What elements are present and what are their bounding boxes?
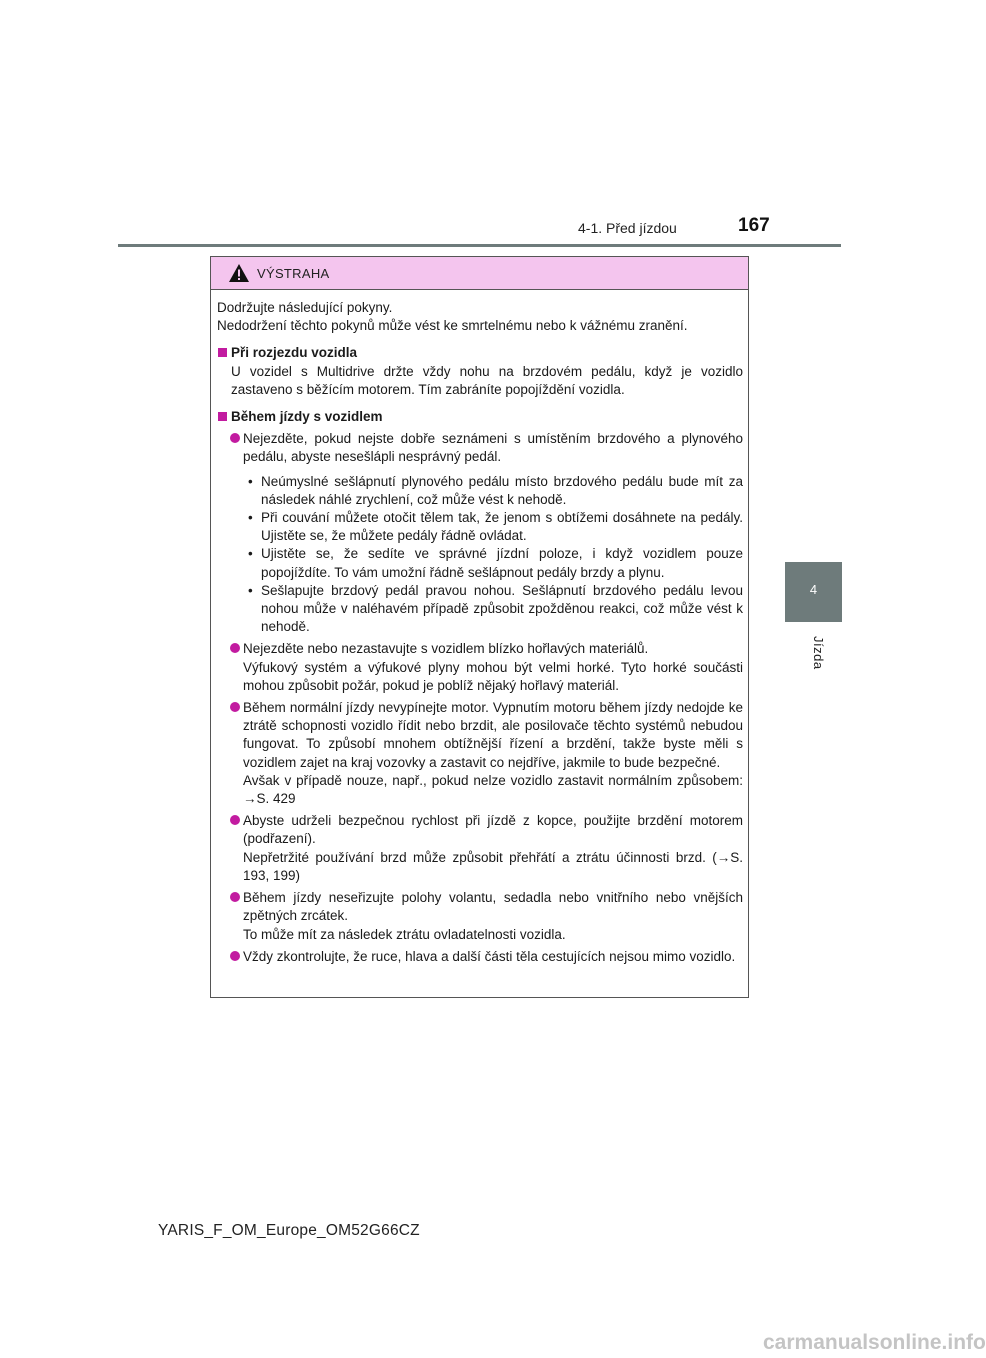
sub-bullet: • Ujistěte se, že sedíte ve správné jízdní poloze, i když vozidlem pouze popojíždíte. To vám umožní řádně sešlápnout pedály brzdy a plynu.	[248, 546, 743, 580]
list-item: Nejezděte nebo nezastavujte s vozidlem blízko hořlavých materiálů. Výfukový systém a výfukové plyny mohou být velmi horké. Tyto horké součásti mohou způsobit požár, pokud je poblíž nějaký hořlavý materiál.	[217, 640, 743, 695]
warning-body	[217, 299, 743, 966]
page-number: 167	[738, 215, 770, 236]
bullet-dot-icon	[230, 702, 240, 712]
header-section-title: 4-1. Před jízdou	[578, 220, 677, 236]
list-item: Vždy zkontrolujte, že ruce, hlava a další části těla cestujících nejsou mimo vozidlo.	[217, 948, 743, 966]
list-item: Během jízdy neseřizujte polohy volantu, sedadla nebo vnitřního nebo vnějších zpětných zrcátek. To může mít za následek ztrátu ovladatelnosti vozidla.	[217, 889, 743, 944]
bullet-dot-icon	[230, 951, 240, 961]
bullet-dot-icon	[230, 433, 240, 443]
sub-bullet-list	[217, 473, 743, 637]
section-text: U vozidel s Multidrive držte vždy nohu na brzdovém pedálu, když je vozidlo zastaveno s běžícím motorem. Tím zabráníte popojíždění vozidla.	[231, 363, 743, 397]
watermark: carmanualsonline.info	[763, 1331, 986, 1354]
warning-title: VÝSTRAHA	[257, 266, 330, 281]
bullet-dot-icon	[230, 643, 240, 653]
header-divider	[118, 244, 841, 247]
section-heading: Při rozjezdu vozidla	[217, 344, 743, 362]
intro-line: Nedodržení těchto pokynů může vést ke smrtelnému nebo k vážnému zranění.	[217, 318, 688, 334]
intro-line: Dodržujte následující pokyny.	[217, 300, 393, 315]
chapter-tab	[785, 562, 842, 622]
footer-doc-id: YARIS_F_OM_Europe_OM52G66CZ	[158, 1222, 420, 1239]
chapter-number: 4	[809, 582, 818, 597]
sub-bullet: • Neúmyslné sešlápnutí plynového pedálu místo brzdového pedálu bude mít za následek náhlé zrychlení, což může vést k nehodě.	[248, 473, 743, 507]
bullet-dot-icon	[230, 815, 240, 825]
sub-bullet: • Při couvání můžete otočit tělem tak, že jenom s obtížemi dosáhnete na pedály. Ujistěte se, že můžete pedály řádně ovládat.	[248, 510, 743, 544]
bullet-dot-icon	[230, 892, 240, 902]
warning-header	[211, 257, 748, 290]
list-item: Během normální jízdy nevypínejte motor. Vypnutím motoru během jízdy nedojde ke ztrátě schopnosti vozidlo řídit nebo brzdit, ale posilovače těchto systémů nebudou fungovat. To způsobí mnohem obtížnější řízení a brzdění, takže byste měli s vozidlem zajet na kraj vozovky a zastavit co nejdříve, jakmile to bude bezpečné. Avšak v případě nouze, např., pokud nelze vozidlo zastavit normálním způsobem: →S. 429	[217, 699, 743, 808]
warning-triangle-icon	[228, 263, 250, 283]
list-item: Nejezděte, pokud nejste dobře seznámeni s umístěním brzdového a plynového pedálu, abyste nesešlápli nesprávný pedál.	[217, 430, 743, 466]
sub-bullet: • Sešlapujte brzdový pedál pravou nohou. Sešlápnutí brzdového pedálu levou nohou může v naléhavém případě způsobit zpožděnou reakci, což může vést k nehodě.	[248, 582, 743, 635]
list-item: Abyste udrželi bezpečnou rychlost při jízdě z kopce, použijte brzdění motorem (podřazení). Nepřetržité používání brzd může způsobit přehřátí a ztrátu účinnosti brzd. (→S. 193, 199)	[217, 812, 743, 885]
warning-box	[210, 256, 749, 998]
chapter-label: Jízda	[811, 636, 826, 670]
section-heading: Během jízdy s vozidlem	[217, 408, 743, 426]
